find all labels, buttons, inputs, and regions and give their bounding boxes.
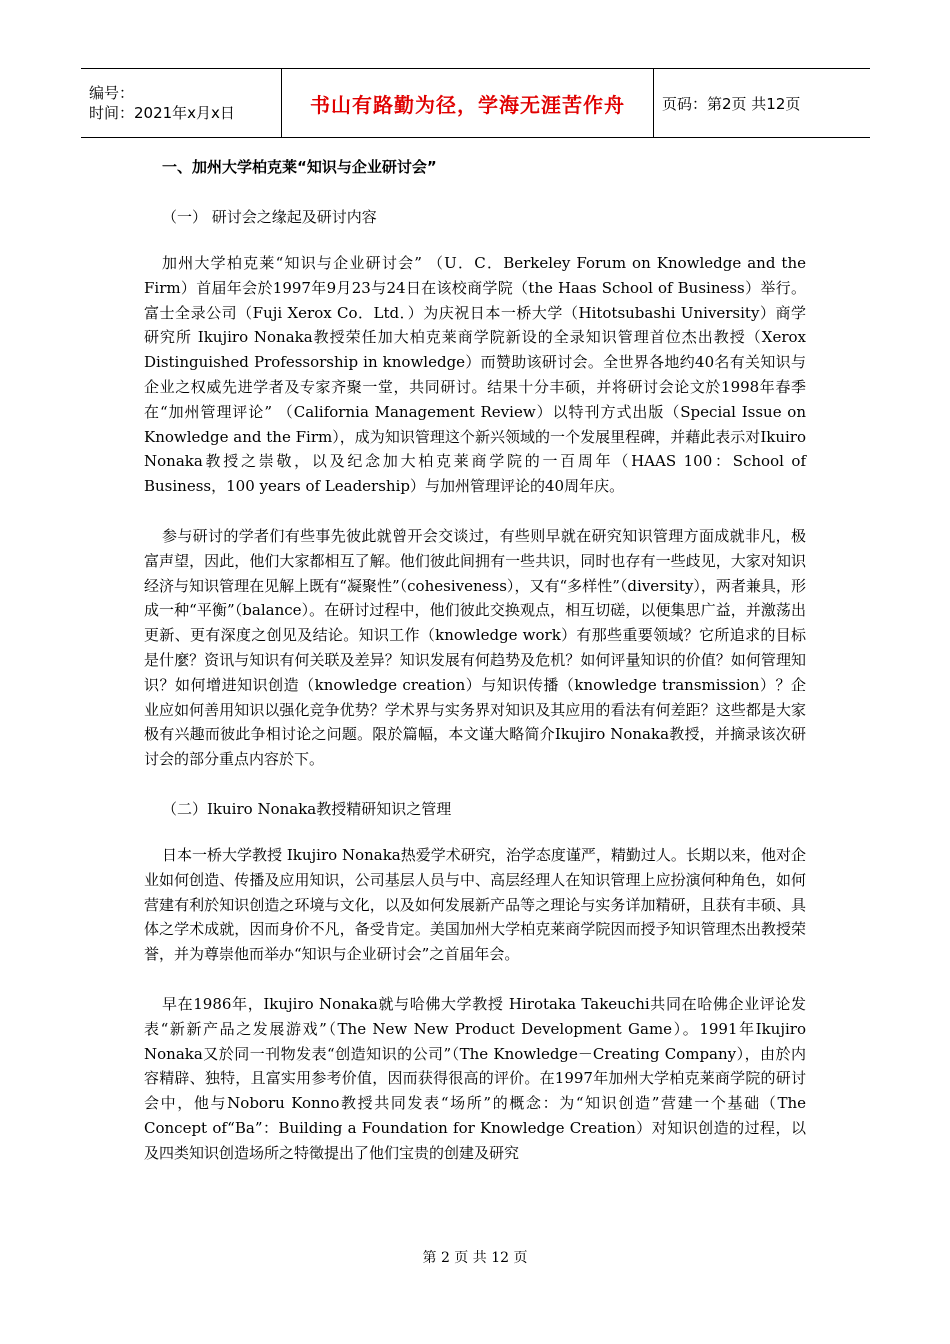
subsection-title-2: （二）Ikuiro Nonaka教授精研知识之管理 bbox=[162, 799, 452, 818]
page-footer: 第 2 页 共 12 页 bbox=[422, 1250, 528, 1266]
paragraph: 加州大学柏克莱“知识与企业研讨会” （U．C．Berkeley Forum on Knowledge and the Firm）首届年会於1997年9月23与24日在该校商学院（the Haas School of Business）举行。富士全录公司（Fuji Xerox Co．Ltd．）为庆祝日本一桥大学（Hitotsubashi University）商学研究所 Ikujiro Nonaka教授荣任加大柏克莱商学院新设的全录知识管理首位杰出教授（Xerox Distinguished Professorship in knowledge）而赞助该研讨会。全世界各地约40名有关知识与企业之权威先进学者及专家齐聚一堂，共同研讨。结果十分丰硕，并将研讨会论文於1998年春季在“加州管理评论” （California Management Review）以特刊方式出版（Special Issue on Knowledge and the Firm），成为知识管理这个新兴领域的一个发展里程碑，并藉此表示对Ikuiro Nonaka教授之崇敬，以及纪念加大柏克莱商学院的一百周年（HAAS 100：School of Business，100 years of Leadership）与加州管理评论的40周年庆。 bbox=[144, 254, 806, 496]
paragraph: 参与研讨的学者们有些事先彼此就曾开会交谈过，有些则早就在研究知识管理方面成就非凡，极富声望，因此，他们大家都相互了解。他们彼此间拥有一些共识，同时也存有一些歧见，大家对知识经济与知识管理在见解上既有“凝聚性”（cohesiveness），又有“多样性”（diversity），两者兼具，形成一种“平衡”（balance）。在研讨过程中，他们彼此交换观点，相互切磋，以便集思广益，并激荡出更新、更有深度之创见及结论。知识工作（knowledge work）有那些重要领域？它所追求的目标是什麼？资讯与知识有何关联及差异？知识发展有何趋势及危机？如何评量知识的价值？如何管理知识？如何增进知识创造（knowledge creation）与知识传播（knowledge transmission）？企业应如何善用知识以强化竞争优势？学术界与实务界对知识及其应用的看法有何差距？这些都是大家极有兴趣而彼此争相讨论之问题。限於篇幅，本文谨大略简介Ikujiro Nonaka教授，并摘录该次研讨会的部分重点内容於下。 bbox=[144, 526, 806, 769]
subsection-title-1: （一） 研讨会之缘起及研讨内容 bbox=[162, 208, 377, 226]
paragraph: 日本一桥大学教授 Ikujiro Nonaka热爱学术研究，治学态度谨严，精勤过人。长期以来，他对企业如何创造、传播及应用知识，公司基层人员与中、高层经理人在知识管理上应扮演何种角色，如何营建有利於知识创造之环境与文化，以及如何发展新产品等之理论与实务详加精研，且获有丰硕、具体之学术成就，因而身价不凡，备受肯定。美国加州大学柏克莱商学院因而授予知识管理杰出教授荣誉，并为尊崇他而举办“知识与企业研讨会”之首届年会。 bbox=[144, 845, 806, 964]
section-title: 一、加州大学柏克莱“知识与企业研讨会” bbox=[162, 158, 437, 176]
header-left-cell bbox=[81, 69, 281, 137]
header-motto-cell bbox=[281, 69, 654, 137]
header-page-cell bbox=[654, 69, 870, 137]
code-label: 编号： bbox=[89, 84, 135, 102]
document-body bbox=[144, 155, 806, 1191]
paragraph: 早在1986年，Ikujiro Nonaka就与哈佛大学教授 Hirotaka Takeuchi共同在哈佛企业评论发表“新新产品之发展游戏”（The New New Product Development Game）。1991年Ikujiro Nonaka又於同一刊物发表“创造知识的公司”（The Knowledge－Creating Company），由於内容精辟、独特，且富实用参考价值，因而获得很高的评价。在1997年加州大学柏克莱商学院的研讨会中，他与Noboru Konno教授共同发表“场所”的概念：为“知识创造”营建一个基础（The Concept of“Ba”：Building a Foundation for Knowledge Creation）对知识创造的过程，以及四类知识创造场所之特徵提出了他们宝贵的创建及研究 bbox=[144, 994, 806, 1162]
motto: 书山有路勤为径，学海无涯苦作舟 bbox=[310, 92, 625, 117]
page-info: 页码：第2页 共12页 bbox=[662, 94, 801, 113]
time-label: 时间：2021年x月x日 bbox=[89, 104, 235, 122]
header-table bbox=[81, 68, 870, 138]
